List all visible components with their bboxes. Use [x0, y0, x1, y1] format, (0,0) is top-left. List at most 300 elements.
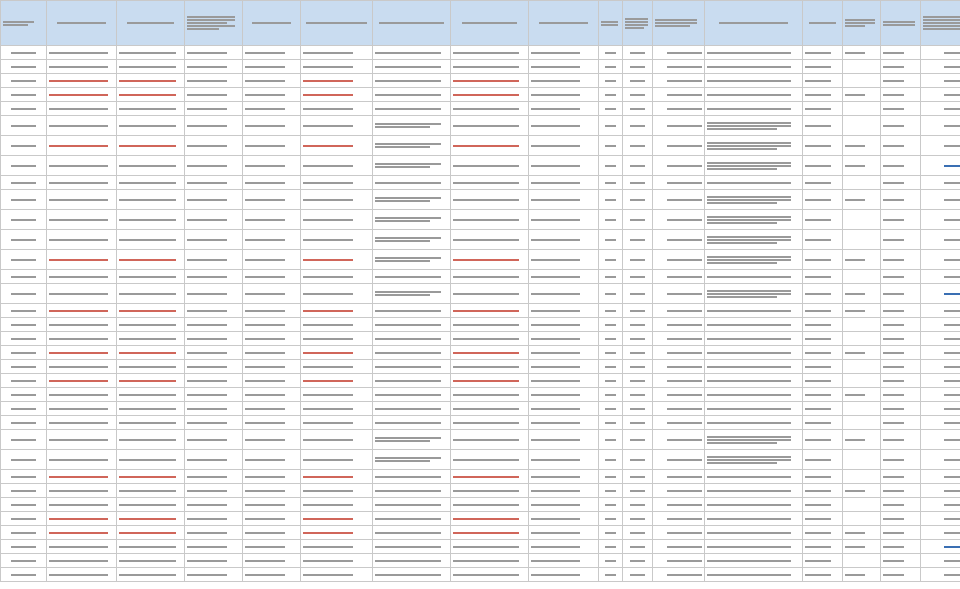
- cell-category: [803, 374, 843, 388]
- cell-section: [881, 484, 921, 498]
- cell-category: [803, 176, 843, 190]
- cell-exec: [451, 156, 529, 176]
- cell-tax-id: [243, 470, 301, 484]
- cell-site: [301, 540, 373, 554]
- table-row: [1, 568, 960, 582]
- cell-change-date: [921, 346, 960, 360]
- cell-exec: [451, 46, 529, 60]
- cell-seat: [117, 102, 185, 116]
- cell-seat: [117, 470, 185, 484]
- cell-site: [301, 416, 373, 430]
- cell-section: [881, 470, 921, 484]
- cell-area: [599, 230, 623, 250]
- cell-area: [599, 116, 623, 136]
- cell-reg-id: [185, 60, 243, 74]
- cell-name: [47, 498, 117, 512]
- cell-status: [843, 102, 881, 116]
- table-row: [1, 176, 960, 190]
- cell-trade-name: [529, 450, 599, 470]
- cell-hours: [373, 554, 451, 568]
- cell-capacity: [623, 284, 653, 304]
- cell-capacity: [623, 450, 653, 470]
- cell-seat: [117, 540, 185, 554]
- table-row: [1, 116, 960, 136]
- cell-category: [803, 470, 843, 484]
- cell-area: [599, 360, 623, 374]
- cell-section: [881, 416, 921, 430]
- cell-status: [843, 346, 881, 360]
- cell-area: [599, 346, 623, 360]
- cell-change-date: [921, 332, 960, 346]
- cell-status: [843, 250, 881, 270]
- cell-reg-no: [1, 304, 47, 318]
- cell-trade-name: [529, 540, 599, 554]
- cell-site: [301, 156, 373, 176]
- cell-seat: [117, 374, 185, 388]
- cell-category: [803, 450, 843, 470]
- cell-name: [47, 304, 117, 318]
- cell-reg-no: [1, 270, 47, 284]
- cell-name: [47, 210, 117, 230]
- cell-products: [705, 60, 803, 74]
- cell-permit: [653, 318, 705, 332]
- table-row: [1, 250, 960, 270]
- cell-section: [881, 332, 921, 346]
- cell-category: [803, 304, 843, 318]
- cell-permit: [653, 430, 705, 450]
- cell-hours: [373, 388, 451, 402]
- cell-capacity: [623, 156, 653, 176]
- cell-name: [47, 318, 117, 332]
- cell-status: [843, 374, 881, 388]
- cell-reg-no: [1, 136, 47, 156]
- cell-change-date: [921, 88, 960, 102]
- cell-status: [843, 270, 881, 284]
- cell-seat: [117, 318, 185, 332]
- cell-hours: [373, 332, 451, 346]
- cell-permit: [653, 360, 705, 374]
- cell-reg-id: [185, 416, 243, 430]
- cell-capacity: [623, 346, 653, 360]
- cell-seat: [117, 346, 185, 360]
- cell-area: [599, 498, 623, 512]
- table-row: [1, 136, 960, 156]
- cell-section: [881, 190, 921, 210]
- cell-name: [47, 540, 117, 554]
- table-row: [1, 402, 960, 416]
- cell-name: [47, 74, 117, 88]
- table-row: [1, 332, 960, 346]
- cell-reg-no: [1, 88, 47, 102]
- cell-products: [705, 346, 803, 360]
- cell-capacity: [623, 74, 653, 88]
- cell-tax-id: [243, 210, 301, 230]
- cell-name: [47, 284, 117, 304]
- cell-trade-name: [529, 304, 599, 318]
- cell-site: [301, 318, 373, 332]
- column-header: [705, 1, 803, 46]
- cell-products: [705, 484, 803, 498]
- cell-permit: [653, 102, 705, 116]
- column-header: [653, 1, 705, 46]
- cell-trade-name: [529, 388, 599, 402]
- cell-exec: [451, 88, 529, 102]
- cell-products: [705, 156, 803, 176]
- cell-trade-name: [529, 190, 599, 210]
- cell-hours: [373, 136, 451, 156]
- cell-status: [843, 284, 881, 304]
- cell-hours: [373, 318, 451, 332]
- cell-change-date: [921, 102, 960, 116]
- cell-status: [843, 74, 881, 88]
- cell-category: [803, 190, 843, 210]
- cell-reg-no: [1, 416, 47, 430]
- cell-exec: [451, 270, 529, 284]
- cell-area: [599, 210, 623, 230]
- cell-reg-id: [185, 430, 243, 450]
- cell-section: [881, 304, 921, 318]
- cell-seat: [117, 332, 185, 346]
- cell-hours: [373, 88, 451, 102]
- cell-section: [881, 498, 921, 512]
- table-row: [1, 88, 960, 102]
- cell-category: [803, 116, 843, 136]
- cell-site: [301, 116, 373, 136]
- table-body: [1, 46, 960, 582]
- cell-reg-id: [185, 470, 243, 484]
- cell-capacity: [623, 250, 653, 270]
- cell-exec: [451, 470, 529, 484]
- cell-reg-id: [185, 176, 243, 190]
- cell-change-date: [921, 136, 960, 156]
- column-header: [921, 1, 960, 46]
- table-row: [1, 60, 960, 74]
- cell-hours: [373, 60, 451, 74]
- column-header: [373, 1, 451, 46]
- cell-reg-no: [1, 190, 47, 210]
- cell-seat: [117, 46, 185, 60]
- cell-reg-id: [185, 88, 243, 102]
- cell-reg-no: [1, 332, 47, 346]
- cell-tax-id: [243, 374, 301, 388]
- table-row: [1, 484, 960, 498]
- cell-trade-name: [529, 498, 599, 512]
- cell-section: [881, 136, 921, 156]
- cell-hours: [373, 270, 451, 284]
- table-row: [1, 430, 960, 450]
- cell-capacity: [623, 540, 653, 554]
- cell-exec: [451, 526, 529, 540]
- cell-permit: [653, 484, 705, 498]
- cell-site: [301, 270, 373, 284]
- cell-trade-name: [529, 74, 599, 88]
- cell-reg-no: [1, 402, 47, 416]
- cell-trade-name: [529, 250, 599, 270]
- cell-permit: [653, 416, 705, 430]
- cell-name: [47, 332, 117, 346]
- cell-change-date: [921, 526, 960, 540]
- table-row: [1, 102, 960, 116]
- cell-exec: [451, 230, 529, 250]
- cell-hours: [373, 540, 451, 554]
- cell-products: [705, 304, 803, 318]
- cell-hours: [373, 512, 451, 526]
- cell-seat: [117, 116, 185, 136]
- cell-trade-name: [529, 156, 599, 176]
- cell-exec: [451, 554, 529, 568]
- cell-reg-id: [185, 402, 243, 416]
- cell-seat: [117, 88, 185, 102]
- cell-seat: [117, 176, 185, 190]
- cell-change-date: [921, 554, 960, 568]
- cell-seat: [117, 210, 185, 230]
- cell-category: [803, 74, 843, 88]
- cell-site: [301, 284, 373, 304]
- cell-section: [881, 450, 921, 470]
- cell-category: [803, 332, 843, 346]
- cell-reg-no: [1, 470, 47, 484]
- cell-status: [843, 402, 881, 416]
- cell-permit: [653, 210, 705, 230]
- cell-section: [881, 74, 921, 88]
- cell-permit: [653, 190, 705, 210]
- cell-permit: [653, 46, 705, 60]
- cell-exec: [451, 116, 529, 136]
- cell-seat: [117, 568, 185, 582]
- cell-products: [705, 450, 803, 470]
- cell-site: [301, 374, 373, 388]
- cell-category: [803, 318, 843, 332]
- cell-permit: [653, 388, 705, 402]
- cell-status: [843, 568, 881, 582]
- cell-hours: [373, 210, 451, 230]
- cell-reg-no: [1, 450, 47, 470]
- cell-section: [881, 270, 921, 284]
- cell-tax-id: [243, 388, 301, 402]
- cell-reg-no: [1, 116, 47, 136]
- cell-trade-name: [529, 88, 599, 102]
- cell-change-date: [921, 470, 960, 484]
- cell-name: [47, 568, 117, 582]
- table-row: [1, 318, 960, 332]
- cell-seat: [117, 554, 185, 568]
- cell-permit: [653, 304, 705, 318]
- cell-name: [47, 156, 117, 176]
- cell-reg-no: [1, 176, 47, 190]
- cell-category: [803, 156, 843, 176]
- cell-category: [803, 250, 843, 270]
- cell-hours: [373, 346, 451, 360]
- cell-capacity: [623, 190, 653, 210]
- cell-area: [599, 526, 623, 540]
- cell-hours: [373, 250, 451, 270]
- cell-area: [599, 388, 623, 402]
- cell-capacity: [623, 512, 653, 526]
- cell-seat: [117, 526, 185, 540]
- cell-category: [803, 230, 843, 250]
- cell-seat: [117, 388, 185, 402]
- column-header: [301, 1, 373, 46]
- cell-name: [47, 270, 117, 284]
- cell-category: [803, 360, 843, 374]
- cell-category: [803, 388, 843, 402]
- table-row: [1, 374, 960, 388]
- cell-tax-id: [243, 450, 301, 470]
- table-row: [1, 498, 960, 512]
- cell-capacity: [623, 102, 653, 116]
- table-row: [1, 360, 960, 374]
- cell-tax-id: [243, 284, 301, 304]
- cell-reg-no: [1, 284, 47, 304]
- cell-permit: [653, 346, 705, 360]
- cell-category: [803, 512, 843, 526]
- cell-site: [301, 74, 373, 88]
- cell-trade-name: [529, 374, 599, 388]
- cell-status: [843, 512, 881, 526]
- cell-hours: [373, 360, 451, 374]
- cell-permit: [653, 374, 705, 388]
- cell-name: [47, 102, 117, 116]
- cell-category: [803, 46, 843, 60]
- cell-name: [47, 402, 117, 416]
- cell-seat: [117, 402, 185, 416]
- cell-products: [705, 190, 803, 210]
- cell-tax-id: [243, 136, 301, 156]
- cell-hours: [373, 284, 451, 304]
- cell-area: [599, 540, 623, 554]
- cell-category: [803, 136, 843, 156]
- cell-category: [803, 102, 843, 116]
- cell-area: [599, 46, 623, 60]
- cell-section: [881, 318, 921, 332]
- cell-area: [599, 430, 623, 450]
- cell-exec: [451, 374, 529, 388]
- cell-seat: [117, 74, 185, 88]
- table-row: [1, 526, 960, 540]
- cell-status: [843, 156, 881, 176]
- cell-tax-id: [243, 512, 301, 526]
- cell-tax-id: [243, 230, 301, 250]
- cell-seat: [117, 450, 185, 470]
- column-header: [117, 1, 185, 46]
- cell-status: [843, 484, 881, 498]
- cell-section: [881, 360, 921, 374]
- cell-change-date: [921, 46, 960, 60]
- cell-section: [881, 176, 921, 190]
- cell-products: [705, 332, 803, 346]
- cell-permit: [653, 568, 705, 582]
- cell-category: [803, 60, 843, 74]
- cell-change-date: [921, 360, 960, 374]
- table-row: [1, 388, 960, 402]
- cell-reg-no: [1, 568, 47, 582]
- table-row: [1, 304, 960, 318]
- cell-status: [843, 388, 881, 402]
- cell-tax-id: [243, 270, 301, 284]
- cell-trade-name: [529, 270, 599, 284]
- cell-reg-id: [185, 116, 243, 136]
- cell-reg-no: [1, 360, 47, 374]
- column-header: [843, 1, 881, 46]
- cell-change-date: [921, 512, 960, 526]
- cell-reg-id: [185, 270, 243, 284]
- cell-section: [881, 554, 921, 568]
- cell-change-date: [921, 270, 960, 284]
- cell-hours: [373, 430, 451, 450]
- cell-products: [705, 416, 803, 430]
- cell-reg-id: [185, 304, 243, 318]
- cell-products: [705, 388, 803, 402]
- cell-site: [301, 190, 373, 210]
- cell-permit: [653, 402, 705, 416]
- cell-area: [599, 250, 623, 270]
- cell-tax-id: [243, 60, 301, 74]
- cell-hours: [373, 470, 451, 484]
- cell-name: [47, 450, 117, 470]
- cell-change-date: [921, 304, 960, 318]
- cell-tax-id: [243, 332, 301, 346]
- cell-tax-id: [243, 318, 301, 332]
- cell-permit: [653, 74, 705, 88]
- cell-permit: [653, 470, 705, 484]
- cell-area: [599, 470, 623, 484]
- cell-exec: [451, 318, 529, 332]
- cell-tax-id: [243, 568, 301, 582]
- table-row: [1, 270, 960, 284]
- cell-products: [705, 554, 803, 568]
- cell-hours: [373, 190, 451, 210]
- cell-seat: [117, 512, 185, 526]
- cell-trade-name: [529, 554, 599, 568]
- cell-trade-name: [529, 46, 599, 60]
- cell-name: [47, 60, 117, 74]
- cell-exec: [451, 346, 529, 360]
- cell-permit: [653, 230, 705, 250]
- cell-reg-no: [1, 318, 47, 332]
- cell-hours: [373, 102, 451, 116]
- cell-area: [599, 568, 623, 582]
- cell-capacity: [623, 568, 653, 582]
- cell-reg-id: [185, 346, 243, 360]
- cell-tax-id: [243, 74, 301, 88]
- cell-tax-id: [243, 176, 301, 190]
- cell-products: [705, 102, 803, 116]
- cell-area: [599, 284, 623, 304]
- cell-reg-no: [1, 102, 47, 116]
- cell-reg-id: [185, 74, 243, 88]
- cell-products: [705, 360, 803, 374]
- cell-section: [881, 250, 921, 270]
- cell-exec: [451, 74, 529, 88]
- cell-capacity: [623, 416, 653, 430]
- cell-site: [301, 498, 373, 512]
- cell-tax-id: [243, 88, 301, 102]
- table-row: [1, 554, 960, 568]
- cell-category: [803, 498, 843, 512]
- cell-exec: [451, 284, 529, 304]
- cell-capacity: [623, 554, 653, 568]
- cell-products: [705, 512, 803, 526]
- cell-seat: [117, 230, 185, 250]
- cell-name: [47, 136, 117, 156]
- cell-site: [301, 526, 373, 540]
- cell-trade-name: [529, 360, 599, 374]
- cell-name: [47, 374, 117, 388]
- cell-exec: [451, 332, 529, 346]
- cell-exec: [451, 250, 529, 270]
- cell-section: [881, 88, 921, 102]
- cell-area: [599, 136, 623, 156]
